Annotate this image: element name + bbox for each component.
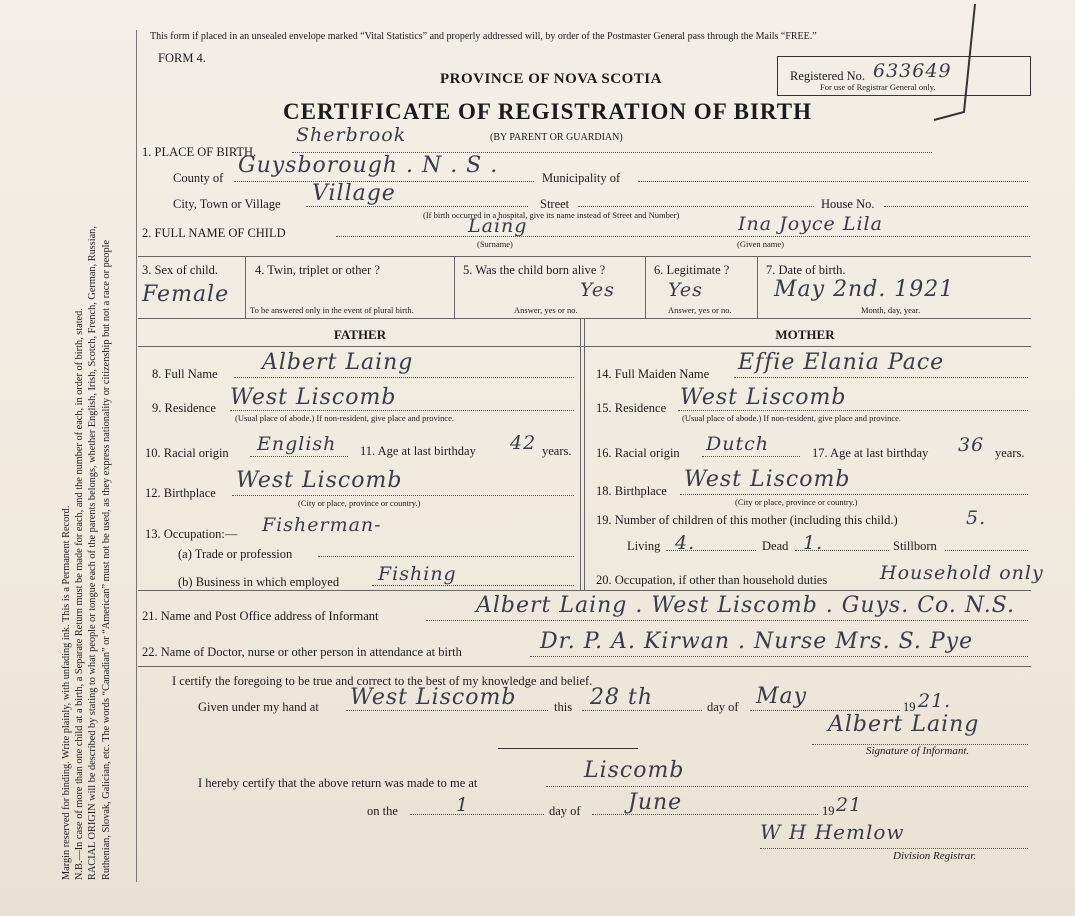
doctor-line [530,656,1028,657]
mother-birthplace: West Liscomb [684,467,851,492]
surname-caption: (Surname) [477,239,513,249]
mother-occupation-label: 20. Occupation, if other than household duties [596,573,828,587]
dead-line [795,550,889,551]
mother-age: 36 [958,434,985,456]
registrar-month-line [592,814,818,815]
child-name-label: 2. FULL NAME OF CHILD [142,226,286,240]
living-label: Living [627,539,661,553]
registrar-day-line [410,814,544,815]
street-line [578,206,814,207]
year-prefix: 19 [903,700,916,714]
county-value: Guysborough . N . S . [238,153,499,178]
doctor-value: Dr. P. A. Kirwan . Nurse Mrs. S. Pye [540,629,974,654]
signature-caption: Signature of Informant. [866,745,970,757]
registrar-signature: W H Hemlow [760,820,905,844]
twin-label: 4. Twin, triplet or other ? [255,263,380,277]
house-label: House No. [821,197,875,211]
mail-notice: This form if placed in an unsealed envelope marked “Vital Statistics” and properly addressed will, by order of the Postmaster General pass through the Mails “FREE.” [150,31,817,42]
father-occupation-label: 13. Occupation:— [145,527,238,541]
alive-label: 5. Was the child born alive ? [463,263,606,277]
city-value: Village [312,181,396,206]
father-name-label: 8. Full Name [152,367,218,381]
separator-rule [498,748,638,749]
parents-divider-2 [584,318,585,590]
alive-note: Answer, yes or no. [514,305,578,315]
registrar-signature-line [760,848,1028,849]
margin-line-4: Ruthenian, Slovak, Galician, etc. The words “Canadian” or “American” must not be used, as they express nationality or citizenship but not a race or people [100,239,112,880]
form-number: FORM 4. [158,51,206,65]
given-caption: (Given name) [737,239,784,249]
father-residence-line [230,410,574,411]
parents-divider [580,318,581,590]
house-line [884,206,1028,207]
mother-residence-line [678,410,1028,411]
twin-note: To be answered only in the event of plural birth. [250,305,414,315]
mother-age-label: 17. Age at last birthday [812,446,929,460]
registrar-year-suffix: 21 [836,794,863,816]
box-divider-4 [757,256,758,318]
page-subtitle: (BY PARENT OR GUARDIAN) [490,132,623,143]
hospital-note: (If birth occurred in a hospital, give its name instead of Street and Number) [423,210,680,220]
date-note: Month, day, year. [861,305,921,315]
mother-name: Effie Elania Pace [738,350,945,375]
mother-residence: West Liscomb [680,385,847,410]
informant-signature: Albert Laing [828,712,980,737]
father-occupation: Fisherman- [262,514,382,536]
informant-value: Albert Laing . West Liscomb . Guys. Co. N.S. [476,593,1015,618]
given-place: West Liscomb [350,685,517,710]
stillborn-label: Stillborn [893,539,937,553]
place-of-birth-label: 1. PLACE OF BIRTH. [142,145,257,159]
mother-racial-label: 16. Racial origin [596,446,680,460]
registrar-month: June [628,790,683,815]
father-birthplace-note: (City or place, province or country.) [298,498,421,508]
margin-instructions [60,226,113,880]
registered-number: 633649 [873,60,952,82]
parents-bottom-rule [138,590,1031,591]
this-label: this [554,700,573,714]
father-name-line [234,377,574,378]
alive-value: Yes [580,279,615,301]
father-racial-label: 10. Racial origin [145,446,229,460]
mother-birthplace-line [680,494,1028,495]
place-of-birth-value: Sherbrook [296,124,407,146]
registrar-place: Liscomb [584,758,685,783]
father-age: 42 [510,432,537,454]
father-business-line [372,585,574,586]
father-birthplace: West Liscomb [236,468,403,493]
sex-value: Female [142,282,230,307]
street-label: Street [540,197,570,211]
mother-abode-note: (Usual place of abode.) If non-resident, give place and province. [682,413,902,423]
province-heading: PROVINCE OF NOVA SCOTIA [440,71,662,87]
father-years-label: years. [542,444,572,458]
dead-value: 1. [803,532,824,554]
year-suffix: 21. [918,690,952,712]
date-value: May 2nd. 1921 [774,277,955,302]
father-residence-label: 9. Residence [152,401,216,415]
mother-racial: Dutch [706,433,769,455]
mother-heading: MOTHER [775,327,835,342]
registrar-text: I hereby certify that the above return was made to me at [198,776,478,790]
mother-racial-line [702,456,800,457]
father-birthplace-line [232,495,574,496]
child-given-name: Ina Joyce Lila [738,213,883,235]
given-place-line [346,710,548,711]
certify-text: I certify the foregoing to be true and correct to the best of my knowledge and belief. [172,674,593,688]
mother-children: 5. [966,507,987,529]
dead-label: Dead [762,539,789,553]
mother-birthplace-note: (City or place, province or country.) [735,497,858,507]
child-name-line [336,236,1030,237]
day-of-label: day of [707,700,739,714]
on-the-label: on the [367,804,398,818]
margin-rule [136,30,137,882]
municipality-line [638,181,1028,182]
box-divider-2 [454,256,455,318]
box-row-top [138,256,1031,257]
father-trade-label: (a) Trade or profession [178,547,293,561]
mother-birthplace-label: 18. Birthplace [596,484,667,498]
month-value: May [756,684,808,709]
check-mark-icon [930,2,980,122]
father-racial-line [250,456,348,457]
legitimate-value: Yes [668,279,703,301]
stillborn-line [945,550,1028,551]
margin-line-2: N.B.—In case of more than one child at a birth, a Separate Return must be made for each, and the number of each, in order of birth, stated. [74,308,86,880]
sex-label: 3. Sex of child. [142,263,219,277]
mother-years-label: years. [995,446,1025,460]
city-line [306,206,528,207]
municipality-label: Municipality of [542,171,621,185]
informant-line [426,620,1028,621]
day-value: 28 th [590,685,653,710]
margin-line-1: Margin reserved for binding. Write plainly, with unfading ink. This is a Permanent Record. [61,505,72,880]
registered-label: Registered No. [790,69,865,83]
father-abode-note: (Usual place of abode.) If non-resident, give place and province. [235,413,455,423]
father-racial: English [257,433,337,455]
registrar-day-of: day of [549,804,581,818]
child-surname: Laing [468,215,528,237]
registrar-note: For use of Registrar General only. [820,82,936,92]
county-label: County of [173,171,224,185]
mother-residence-label: 15. Residence [596,401,667,415]
living-line [666,550,756,551]
margin-line-3: RACIAL ORIGIN will be described by stating to what people or tongue each of the parents belongs, whether English, Irish, Scotch, French, German, Russian, [87,226,99,880]
mother-name-line [734,377,1028,378]
father-business-label: (b) Business in which employed [178,575,340,589]
page-title: CERTIFICATE OF REGISTRATION OF BIRTH [283,99,812,124]
registrar-place-line [546,786,1028,787]
box-divider-3 [645,256,646,318]
city-label: City, Town or Village [173,197,281,211]
mother-name-label: 14. Full Maiden Name [596,367,710,381]
father-birthplace-label: 12. Birthplace [145,486,216,500]
father-business: Fishing [378,563,457,585]
mother-children-label: 19. Number of children of this mother (including this child.) [596,513,898,527]
informant-label: 21. Name and Post Office address of Informant [142,609,379,623]
living-value: 4. [675,532,696,554]
month-line [750,710,900,711]
registrar-day: 1 [456,794,470,816]
registrar-year-prefix: 19 [822,804,835,818]
father-name: Albert Laing [262,350,414,375]
mother-occupation: Household only [880,562,1044,584]
day-line [582,710,702,711]
father-heading: FATHER [333,327,387,342]
given-label: Given under my hand at [198,700,319,714]
legitimate-note: Answer, yes or no. [668,305,732,315]
legitimate-label: 6. Legitimate ? [654,263,730,277]
date-label: 7. Date of birth. [766,263,846,277]
registrar-caption: Division Registrar. [893,850,977,862]
father-residence: West Liscomb [230,385,397,410]
father-age-label: 11. Age at last birthday [360,444,476,458]
box-divider-1 [245,256,246,318]
doctor-label: 22. Name of Doctor, nurse or other person in attendance at birth [142,645,462,659]
father-trade-line [318,556,574,557]
certification-rule [138,666,1031,667]
